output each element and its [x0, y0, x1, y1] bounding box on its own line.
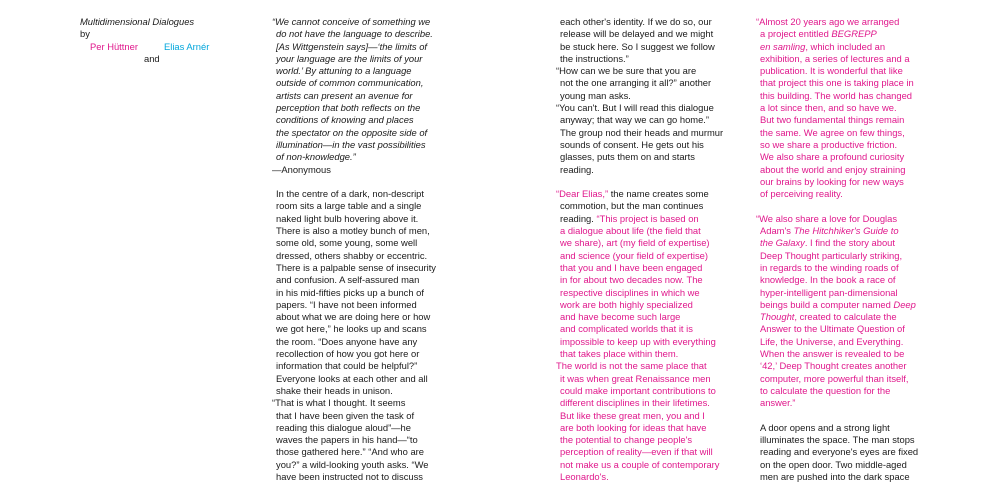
column-4 [756, 16, 946, 483]
body-paragraph: A door opens and a strong light illuminates the space. The man stops reading and everyone's eyes are fixed on the open door. Two middle-aged men are pushed into the dark space [760, 421, 919, 482]
column-2 [272, 16, 502, 483]
letter-paragraph: “Almost 20 years ago we arranged a project entitled BEGREPP en samling, which included an exhibition, a series of lectures and a publication. It is wonderful that like that project this one is taking place in this building. The world has changed a lot since then, and so have we. But two fundamental things remain the same. We agree on few things, so we share a productive friction. We also share a profound curiosity about the world and enjoy straining our brains by looking for new ways of perceiving reality. [756, 16, 914, 200]
author-per-huttner: Per Hüttner [90, 40, 138, 52]
salutation: “Dear Elias,” [556, 188, 609, 200]
byline-and: and [144, 52, 160, 64]
article-title: Multidimensional Dialogues [80, 16, 195, 27]
body-paragraph: “That is what I thought. It seems that I have been given the task of reading this dialogue aloud”—he waves the papers in his hand—“to those gathered here.” “And who are you?” a wild-looking youth asks. “We have been instructed not to discuss [272, 397, 429, 482]
title-block [80, 16, 250, 65]
letter-paragraph: “We also share a love for Douglas Adam's The Hitchhiker's Guide to the Galaxy. I find the story about Deep Thought particularly striking, in regards to the winding roads of knowledge. In the book a race of hyper-intelligent pan-dimensional beings build a computer named Deep Thought, created to calculate the Answer to the Ultimate Question of Life, the Universe, and Everything. When the answer is revealed to be ‘42,’ Deep Thought creates another computer, more powerful than itself, to calculate the question for the answer.” [756, 212, 916, 409]
author-elias-arner: Elias Arnér [164, 40, 210, 52]
epigraph-attribution: —Anonymous [272, 163, 331, 175]
book-title: The Hitchhiker's Guide to [793, 225, 899, 237]
byline-by: by [80, 28, 90, 40]
body-paragraph: In the centre of a dark, non-descript room sits a large table and a single naked light bulb hovering above it. There is also a motley bunch of men, some old, some young, some well dressed, others shabby or eccentric. There is a palpable sense of insecurity and confusion. A self-assured man in his mid-fifties picks up a bunch of papers. “I have not been informed about what we are doing here or how we got here,” he looks up and scans the room. “Does anyone have any recollection of how you got here or information that could be helpful?” Everyone looks at each other and all shake their heads in unison. [276, 188, 436, 396]
author-names [80, 41, 250, 53]
project-title: BEGREPP [831, 28, 877, 40]
epigraph-quote: “We cannot conceive of something we do not have the language to describe. [As Wittgenstein says]—‘the limits of your language are the limits of your world.’ By attuning to a language outside of common communication, artists can present an avenue for perception that both reflects on the conditions of knowing and places the spectator on the opposite side of illumination—in the vast possibilities of non-knowledge.” [272, 16, 433, 163]
column-3 [556, 16, 746, 483]
letter-paragraph: “Dear Elias,” the name creates some commotion, but the man continues reading. “This project is based on a dialogue about life (the field that we share), art (my field of expertise) and science (your field of expertise) that you and I have been engaged in for about two decades now. The respective disciplines in which we work are both highly specialized and have become such large and complicated worlds that it is impossible to keep up with everything that takes place within them. The world is not the same place that it was when great Renaissance men could make important contributions to different disciplines in their lifetimes. But like these great men, you and I are both looking for ideas that have the potential to change people's perception of reality—even if that will not make us a couple of contemporary Leonardo's. [556, 188, 720, 482]
body-paragraph: each other's identity. If we do so, our release will be delayed and we might be stuck here. So I suggest we follow the instructions.” “How can we be sure that you are not the one arranging it all?” another young man asks. “You can't. But I will read this dialogue anyway; that way we can go home.” The group nod their heads and murmur sounds of consent. He gets out his glasses, puts them on and starts reading. [556, 16, 724, 175]
